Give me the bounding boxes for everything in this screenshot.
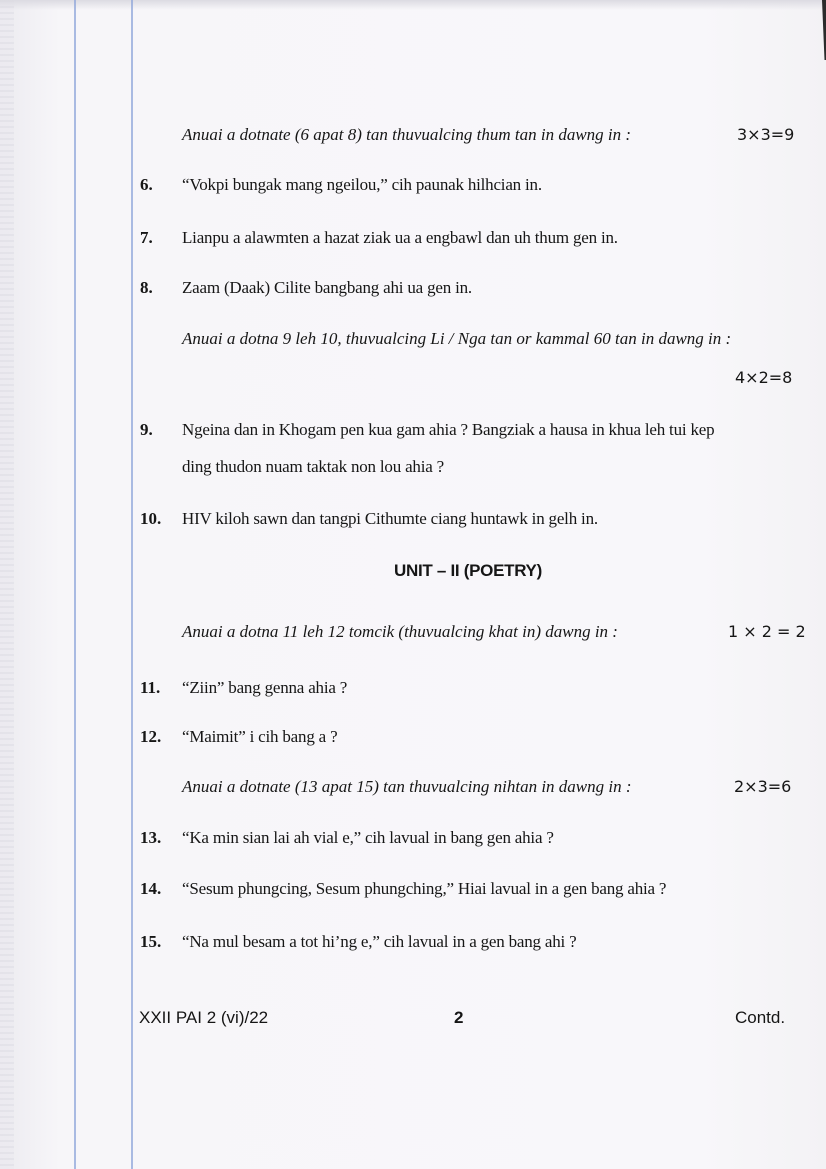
question-number: 6. (140, 175, 153, 194)
section-c-marks: 1 × 2 = 2 (728, 622, 806, 641)
question-number: 7. (140, 228, 153, 247)
margin-line-inner (131, 0, 133, 1169)
section-a-marks: 3×3=9 (737, 125, 795, 144)
paper-code: XXII PAI 2 (vi)/22 (139, 1008, 269, 1027)
question-text: “Maimit” i cih bang a ? (182, 727, 338, 746)
question-text: “Sesum phungcing, Sesum phungching,” Hiai lavual in a gen bang ahia ? (182, 879, 667, 898)
question-text: “Na mul besam a tot hi’ng e,” cih lavual in a gen bang ahi ? (182, 932, 577, 951)
question-text: HIV kiloh sawn dan tangpi Cithumte ciang huntawk in gelh in. (182, 509, 598, 528)
section-c-instruction: Anuai a dotna 11 leh 12 tomcik (thuvualcing khat in) dawng in : (182, 622, 618, 641)
section-b-marks: 4×2=8 (735, 368, 793, 387)
question-number: 15. (140, 932, 162, 951)
section-b-instruction: Anuai a dotna 9 leh 10, thuvualcing Li / Nga tan or kammal 60 tan in dawng in : (182, 329, 732, 348)
section-d-instruction: Anuai a dotnate (13 apat 15) tan thuvualcing nihtan in dawng in : (182, 777, 632, 796)
question-number: 13. (140, 828, 162, 847)
section-a-instruction: Anuai a dotnate (6 apat 8) tan thuvualcing thum tan in dawng in : (182, 125, 632, 144)
question-text: “Ziin” bang genna ahia ? (182, 678, 348, 697)
question-text: “Ka min sian lai ah vial e,” cih lavual in bang gen ahia ? (182, 828, 554, 847)
question-text-line1: Ngeina dan in Khogam pen kua gam ahia ? Bangziak a hausa in khua leh tui kep (182, 420, 715, 439)
question-number: 14. (140, 879, 162, 898)
scan-edge-left (0, 0, 14, 1169)
question-text: Zaam (Daak) Cilite bangbang ahi ua gen in. (182, 278, 472, 297)
section-d-marks: 2×3=6 (734, 777, 792, 796)
contd-label: Contd. (735, 1008, 786, 1027)
question-number: 11. (140, 678, 161, 697)
margin-line-outer (74, 0, 76, 1169)
question-number: 12. (140, 727, 162, 746)
question-number: 10. (140, 509, 162, 528)
question-text: Lianpu a alawmten a hazat ziak ua a engbawl dan uh thum gen in. (182, 228, 618, 247)
page-number: 2 (454, 1008, 464, 1027)
question-number: 8. (140, 278, 153, 297)
question-text-line2: ding thudon nuam taktak non lou ahia ? (182, 457, 444, 476)
question-number: 9. (140, 420, 153, 439)
question-text: “Vokpi bungak mang ngeilou,” cih paunak hilhcian in. (182, 175, 542, 194)
scan-edge-top (0, 0, 826, 10)
unit-title: UNIT – II (POETRY) (394, 561, 542, 580)
